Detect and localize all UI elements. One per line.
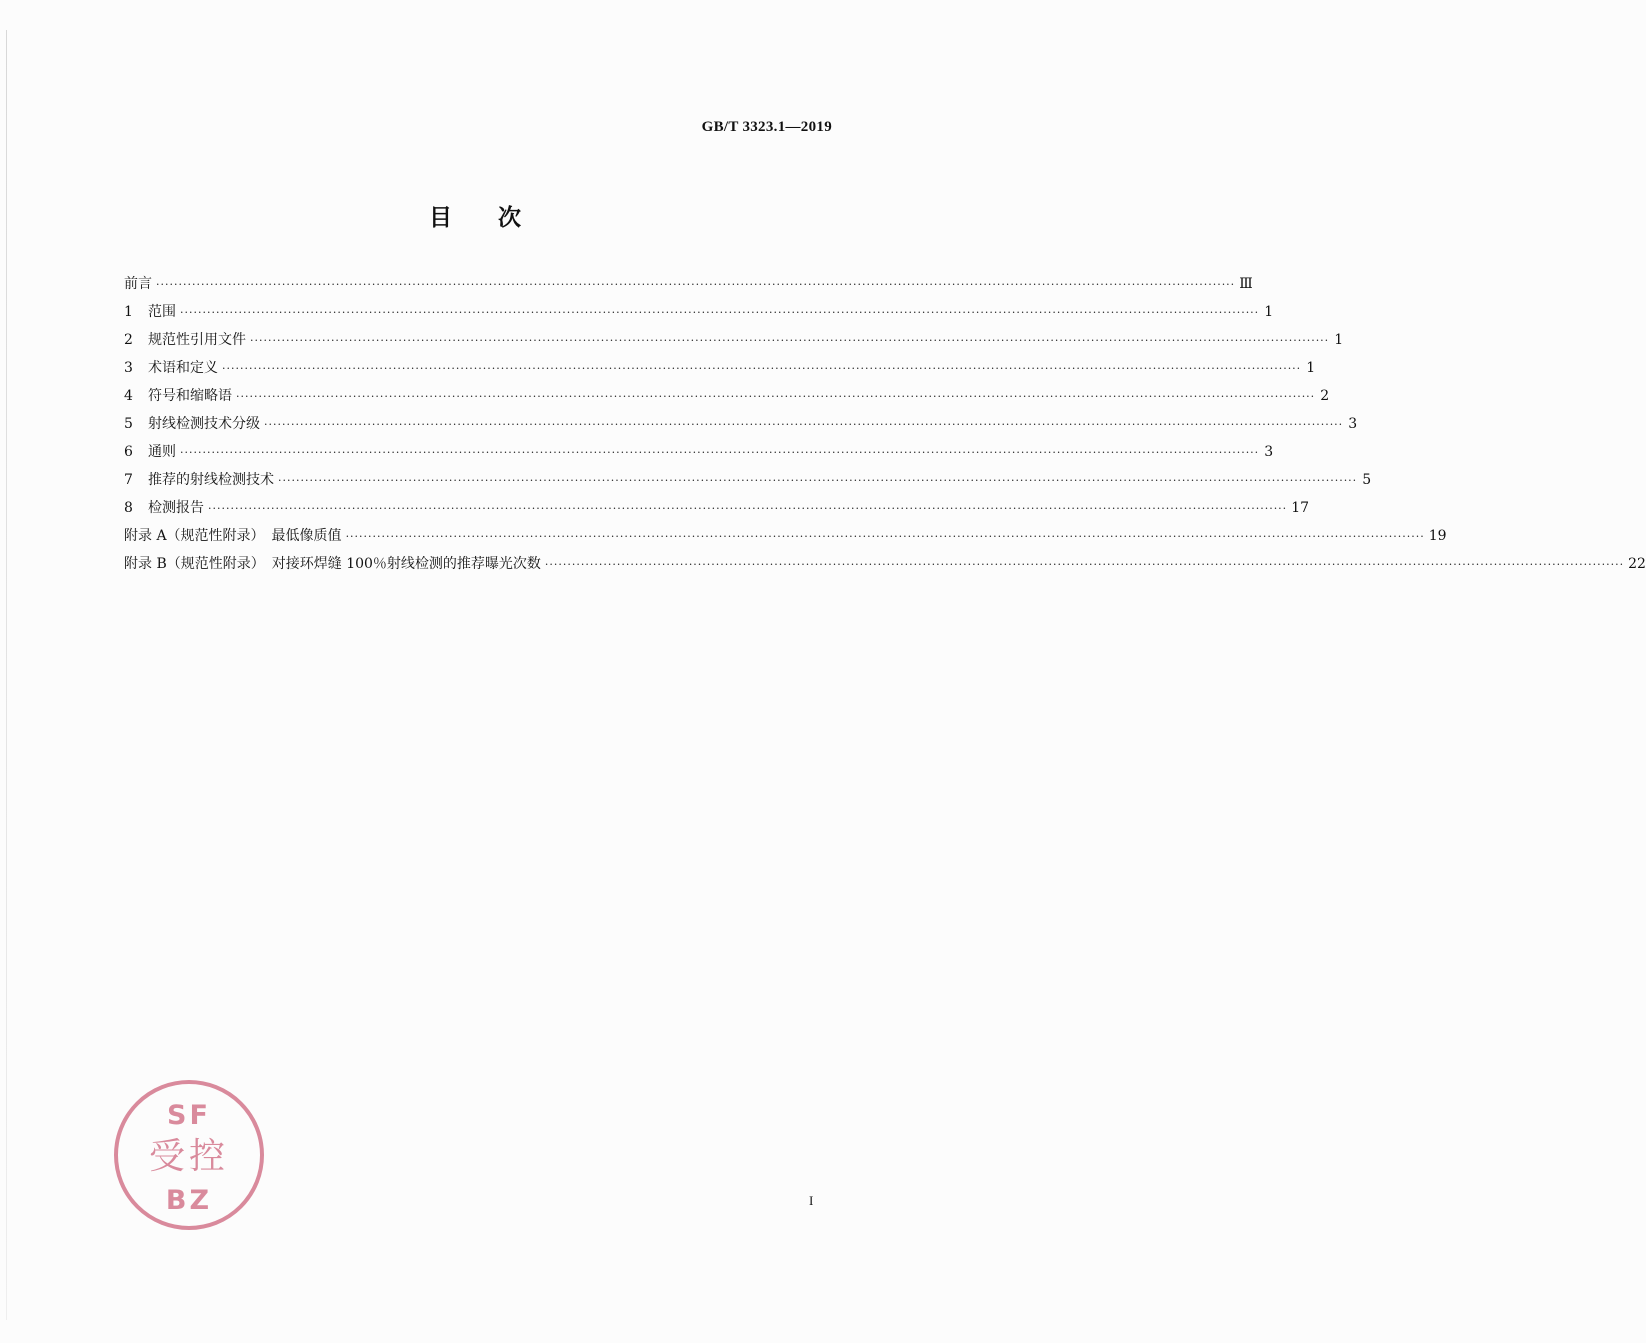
toc-leader-dots: ················································································································································································································································ (278, 474, 1358, 487)
table-of-contents (124, 270, 1646, 578)
toc-number: 5 (124, 416, 133, 432)
toc-entry-6[interactable] (124, 438, 1274, 466)
toc-number: 6 (124, 444, 133, 460)
toc-entry-2[interactable] (124, 326, 1344, 354)
toc-label: 附录 A（规范性附录） 最低像质值 (124, 528, 342, 544)
toc-page-number: Ⅲ (1239, 276, 1253, 292)
controlled-copy-stamp (112, 1078, 266, 1232)
toc-number: 2 (124, 332, 133, 348)
toc-label: 附录 B（规范性附录） 对接环焊缝 100％射线检测的推荐曝光次数 (124, 556, 541, 572)
toc-page-number: 22 (1628, 556, 1646, 572)
toc-entry-foreword[interactable] (124, 270, 1253, 298)
toc-number: 8 (124, 500, 133, 516)
toc-leader-dots: ················································································································································································································································ (264, 418, 1344, 431)
toc-leader-dots: ················································································································································································································································ (250, 334, 1330, 347)
toc-page-number: 5 (1362, 472, 1372, 488)
toc-entry-appendix-a[interactable] (124, 522, 1447, 550)
toc-leader-dots: ················································································································································································································································ (236, 390, 1316, 403)
toc-leader-dots: ················································································································································································································································ (156, 278, 1236, 291)
toc-label: 前言 (124, 276, 152, 292)
toc-number: 7 (124, 472, 133, 488)
toc-number: 3 (124, 360, 133, 376)
toc-entry-7[interactable] (124, 466, 1372, 494)
toc-entry-5[interactable] (124, 410, 1358, 438)
toc-entry-appendix-b[interactable] (124, 550, 1646, 578)
standard-code: GB/T 3323.1—2019 (701, 119, 832, 135)
toc-leader-dots: ················································································································································································································································ (544, 558, 1625, 571)
toc-page-number: 3 (1348, 416, 1358, 432)
stamp-middle-text: 受控 (148, 1136, 230, 1177)
toc-leader-dots: ················································································································································································································································ (180, 446, 1260, 459)
toc-label: 符号和缩略语 (148, 388, 232, 404)
toc-number: 1 (124, 304, 133, 320)
toc-entry-8[interactable] (124, 494, 1310, 522)
stamp-bottom-text: BZ (165, 1185, 213, 1216)
toc-label: 术语和定义 (148, 360, 218, 376)
toc-entry-3[interactable] (124, 354, 1316, 382)
toc-page-number: 17 (1291, 500, 1310, 516)
toc-label: 通则 (148, 444, 176, 460)
toc-label: 规范性引用文件 (148, 332, 246, 348)
toc-number: 4 (124, 388, 133, 404)
toc-page-number: 1 (1306, 360, 1316, 376)
toc-label: 检测报告 (148, 500, 204, 516)
toc-page-number: 1 (1264, 304, 1274, 320)
toc-page-number: 3 (1264, 444, 1274, 460)
toc-entry-1[interactable] (124, 298, 1274, 326)
toc-page-number: 19 (1428, 528, 1447, 544)
toc-label: 射线检测技术分级 (148, 416, 260, 432)
page-title: 目 次 (429, 205, 521, 231)
toc-page-number: 1 (1334, 332, 1344, 348)
toc-label: 范围 (148, 304, 176, 320)
page-number: I (809, 1193, 814, 1208)
toc-page-number: 2 (1320, 388, 1330, 404)
toc-leader-dots: ················································································································································································································································ (222, 362, 1302, 375)
toc-entry-4[interactable] (124, 382, 1330, 410)
toc-leader-dots: ················································································································································································································································ (208, 502, 1288, 515)
toc-leader-dots: ················································································································································································································································ (345, 530, 1425, 543)
toc-label: 推荐的射线检测技术 (148, 472, 274, 488)
stamp-top-text: SF (167, 1100, 211, 1131)
toc-leader-dots: ················································································································································································································································ (180, 306, 1260, 319)
